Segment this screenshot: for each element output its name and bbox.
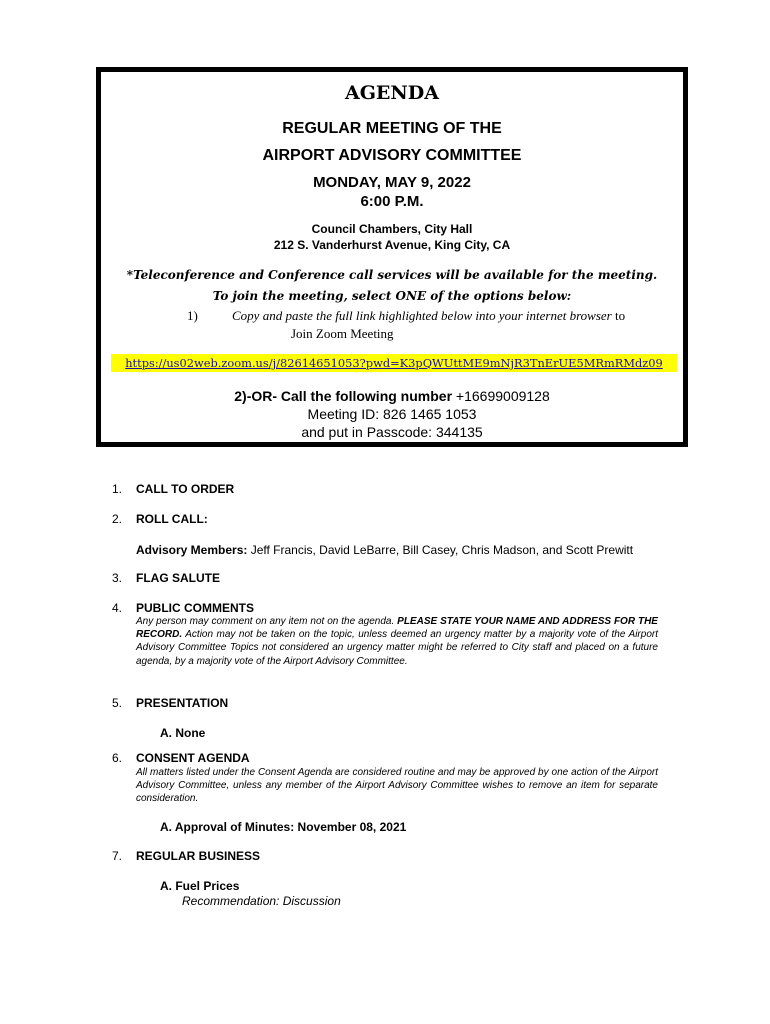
option-1-number: 1) (187, 308, 198, 323)
fuel-prices-item: A. Fuel Prices (160, 879, 240, 893)
item-number: 1. (112, 482, 123, 496)
advisory-members: Advisory Members: Jeff Francis, David LeBarre, Bill Casey, Chris Madson, and Scott Prewitt (136, 543, 634, 557)
item-roll-call: ROLL CALL: (136, 512, 208, 526)
meeting-time: 6:00 P.M. (360, 193, 424, 210)
item-number: 7. (112, 849, 123, 863)
meeting-date: MONDAY, MAY 9, 2022 (313, 174, 471, 191)
item-flag-salute: FLAG SALUTE (136, 571, 220, 585)
teleconference-notice: *Teleconference and Conference call services will be available for the meeting. (126, 268, 658, 282)
consent-agenda-text: All matters listed under the Consent Agenda are considered routine and may be approved by one action of the Airport Advisory Committee, unless any member of the Airport Advisory Committee wishes to remove an item for separate consideration. (136, 767, 658, 805)
fuel-prices-recommendation: Recommendation: Discussion (182, 894, 341, 908)
meeting-id: Meeting ID: 826 1465 1053 (307, 406, 477, 422)
item-number: 3. (112, 571, 123, 585)
item-number: 2. (112, 512, 123, 526)
meeting-location: Council Chambers, City Hall (311, 222, 473, 236)
meeting-title-line1: REGULAR MEETING OF THE (282, 120, 502, 137)
passcode: and put in Passcode: 344135 (301, 424, 483, 440)
item-consent-agenda: CONSENT AGENDA (136, 751, 250, 765)
agenda-header-box (96, 67, 688, 447)
item-number: 6. (112, 751, 123, 765)
item-number: 5. (112, 696, 123, 710)
option-2-phone: 2)-OR- Call the following number +16699009128 (234, 388, 550, 404)
public-comments-text: Any person may comment on any item not on the agenda. PLEASE STATE YOUR NAME AND ADDRESS FOR THE RECORD. Action may not be taken on the topic, unless deemed an urgency matter by a majority vote of the Airport Advisory Committee Topics not considered an urgency matter might be referred to City staff and placed on a future agenda, by a majority vote of the Airport Advisory Committee. (136, 616, 658, 667)
agenda-title: AGENDA (344, 82, 440, 104)
approval-of-minutes: A. Approval of Minutes: November 08, 2021 (160, 820, 407, 834)
option-1-continued: Join Zoom Meeting (291, 326, 394, 341)
presentation-sub-item: A. None (160, 726, 206, 740)
zoom-meeting-link[interactable]: https://us02web.zoom.us/j/82614651053?pwd=K3pQWUttME9mNjR3TnErUE5MRmRMdz09 (111, 354, 677, 372)
item-presentation: PRESENTATION (136, 696, 229, 710)
item-public-comments: PUBLIC COMMENTS (136, 601, 254, 615)
item-regular-business: REGULAR BUSINESS (136, 849, 261, 863)
meeting-title-line2: AIRPORT ADVISORY COMMITTEE (262, 147, 522, 164)
option-1-text: Copy and paste the full link highlighted below into your internet browser to (232, 308, 626, 323)
item-number: 4. (112, 601, 123, 615)
meeting-address: 212 S. Vanderhurst Avenue, King City, CA (273, 238, 511, 252)
item-call-to-order: CALL TO ORDER (136, 482, 235, 496)
join-instructions: To join the meeting, select ONE of the options below: (212, 289, 572, 303)
